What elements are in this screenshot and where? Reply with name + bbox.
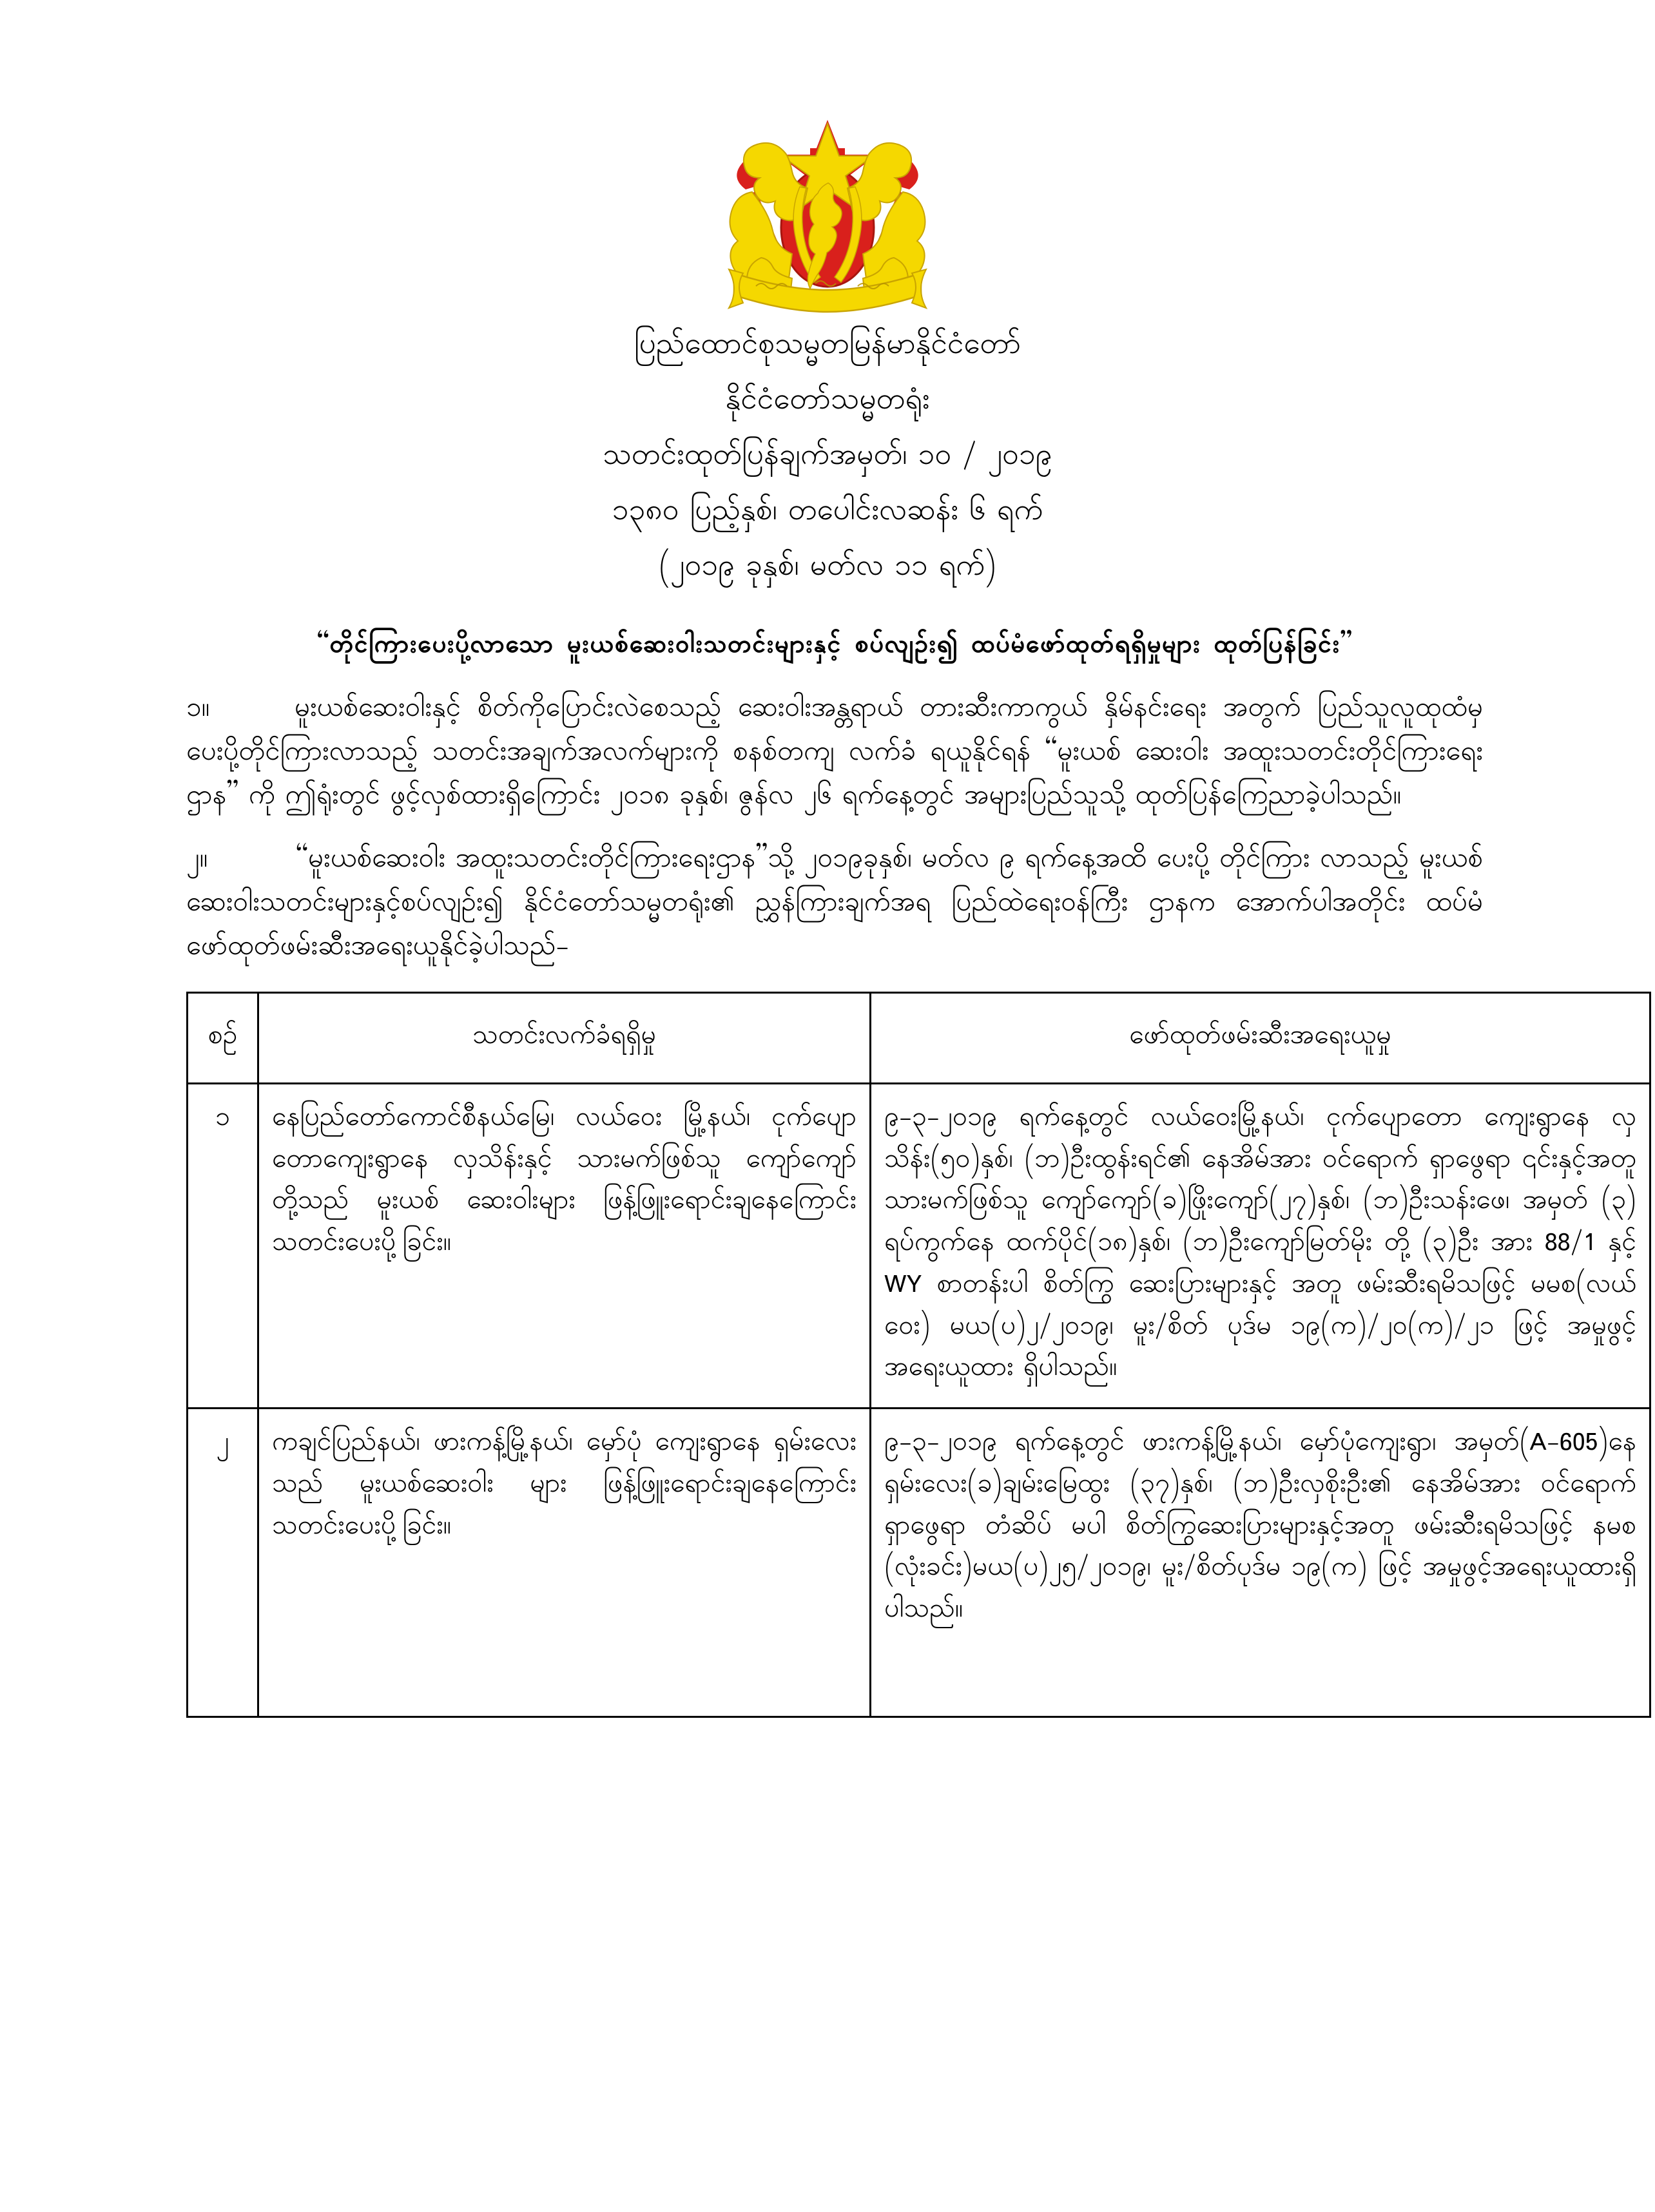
row-2-no: ၂ [188,1409,258,1717]
paragraph-2 [186,838,1483,970]
row-2-action: ၉-၃-၂၀၁၉ ရက်နေ့တွင် ဖားကန့်မြို့နယ်၊ မှော်ပုံကျေးရွာ၊ အမှတ်(A-605)နေ ရှမ်းလေး(ခ)ချမ်းမြေထွး (၃၇)နှစ်၊ (ဘ)ဦးလှစိုးဦး၏ နေအိမ်အား ဝင်ရောက်ရှာဖွေရာ တံဆိပ် မပါ စိတ်ကြွဆေးပြားများနှင့်အတူ ဖမ်းဆီးရမိသဖြင့် နမစ (လုံးခင်း)မယ(ပ)၂၅/၂၀၁၉၊ မူး/စိတ်ပုဒ်မ ၁၉(က) ဖြင့် အမှုဖွင့်အရေးယူထားရှိပါသည်။ [871,1409,1650,1717]
header-release-number: သတင်းထုတ်ပြန်ချက်အမှတ်၊ ၁၀ / ၂၀၁၉ [603,436,1052,479]
document-header [0,325,1655,590]
paragraph-2-text: “မူးယစ်ဆေးဝါး အထူးသတင်းတိုင်ကြားရေးဌာန”သို့ ၂၀၁၉ခုနှစ်၊ မတ်လ ၉ ရက်နေ့အထိ ပေးပို့ တိုင်ကြား လာသည့် မူးယစ်ဆေးဝါးသတင်းများနှင့်စပ်လျဉ်း၍ နိုင်ငံတော်သမ္မတရုံး၏ ညွှန်ကြားချက်အရ ပြည်ထဲရေးဝန်ကြီး ဌာနက အောက်ပါအတိုင်း ထပ်မံဖော်ထုတ်ဖမ်းဆီးအရေးယူနိုင်ခဲ့ပါသည်- [186,840,1483,968]
table-row [188,1083,1650,1408]
header-myanmar-date: ၁၃၈၀ ပြည့်နှစ်၊ တပေါင်းလဆန်း ၆ ရက် [612,491,1043,535]
paragraph-1 [186,688,1483,819]
column-header-information: သတင်းလက်ခံရရှိမှု [258,992,871,1083]
cases-table [186,992,1651,1718]
paragraph-2-number: ၂။ [186,840,208,880]
seal-container [0,0,1655,314]
paragraph-1-number: ၁။ [186,689,210,729]
row-2-information: ကချင်ပြည်နယ်၊ ဖားကန့်မြို့နယ်၊ မှော်ပုံ ကျေးရွာနေ ရှမ်းလေးသည် မူးယစ်ဆေးဝါး များ ဖြန့်ဖြူးရောင်းချနေကြောင်း သတင်းပေးပို့ခြင်း။ [258,1409,871,1717]
row-1-information: နေပြည်တော်ကောင်စီနယ်မြေ၊ လယ်ဝေး မြို့နယ်၊ ငုက်ပျောတောကျေးရွာနေ လှသိန်းနှင့် သားမက်ဖြစ်သူ ကျော်ကျော် တို့သည် မူးယစ် ဆေးဝါးများ ဖြန့်ဖြူးရောင်းချနေကြောင်း သတင်းပေးပို့ခြင်း။ [258,1083,871,1408]
header-office-name: နိုင်ငံတော်သမ္မတရုံး [725,380,930,424]
header-country-name: ပြည်ထောင်စုသမ္မတမြန်မာနိုင်ငံတော် [634,325,1021,368]
header-gregorian-date: (၂၀၁၉ ခုနှစ်၊ မတ်လ ၁၁ ရက်) [659,546,996,590]
column-header-action: ဖော်ထုတ်ဖမ်းဆီးအရေးယူမှု [871,992,1650,1083]
row-1-action: ၉-၃-၂၀၁၉ ရက်နေ့တွင် လယ်ဝေးမြို့နယ်၊ ငုက်ပျောတော ကျေးရွာနေ လှသိန်း(၅၀)နှစ်၊ (ဘ)ဦးထွန်းရင်၏ နေအိမ်အား ဝင်ရောက် ရှာဖွေရာ ၎င်းနှင့်အတူ သားမက်ဖြစ်သူ ကျော်ကျော်(ခ)ဖြိုးကျော်(၂၇)နှစ်၊ (ဘ)ဦးသန်းဖေ၊ အမှတ် (၃) ရပ်ကွက်နေ ထက်ပိုင်(၁၈)နှစ်၊ (ဘ)ဦးကျော်မြတ်မိုး တို့ (၃)ဦး အား 88/1 နှင့် WY စာတန်းပါ စိတ်ကြွ ဆေးပြားများနှင့် အတူ ဖမ်းဆီးရမိသဖြင့် မမစ(လယ်ဝေး) မယ(ပ)၂/၂၀၁၉၊ မူး/စိတ် ပုဒ်မ ၁၉(က)/၂၀(က)/၂၁ ဖြင့် အမှုဖွင့်အရေးယူထား ရှိပါသည်။ [871,1083,1650,1408]
table-row [188,1409,1650,1717]
document-title: “တိုင်ကြားပေးပို့လာသော မူးယစ်ဆေးဝါးသတင်းများနှင့် စပ်လျဉ်း၍ ထပ်မံဖော်ထုတ်ရရှိမှုများ ထုတ်ပြန်ခြင်း” [316,626,1353,665]
document-body [96,626,1636,1718]
paragraph-1-text: မူးယစ်ဆေးဝါးနှင့် စိတ်ကိုပြောင်းလဲစေသည့် ဆေးဝါးအန္တရာယ် တားဆီးကာကွယ် နှိမ်နင်းရေး အတွက် ပြည်သူလူထုထံမှ ပေးပို့တိုင်ကြားလာသည့် သတင်းအချက်အလက်များကို စနစ်တကျ လက်ခံ ရယူနိုင်ရန် “မူးယစ် ဆေးဝါး အထူးသတင်းတိုင်ကြားရေးဌာန” ကို ဤရုံးတွင် ဖွင့်လှစ်ထားရှိကြောင်း ၂၀၁၈ ခုနှစ်၊ ဇွန်လ ၂၆ ရက်နေ့တွင် အများပြည်သူသို့ ထုတ်ပြန်ကြေညာခဲ့ပါသည်။ [186,689,1483,817]
table-header-row [188,992,1650,1083]
column-header-no: စဉ် [188,992,258,1083]
myanmar-state-seal-icon [689,115,966,314]
row-1-no: ၁ [188,1083,258,1408]
